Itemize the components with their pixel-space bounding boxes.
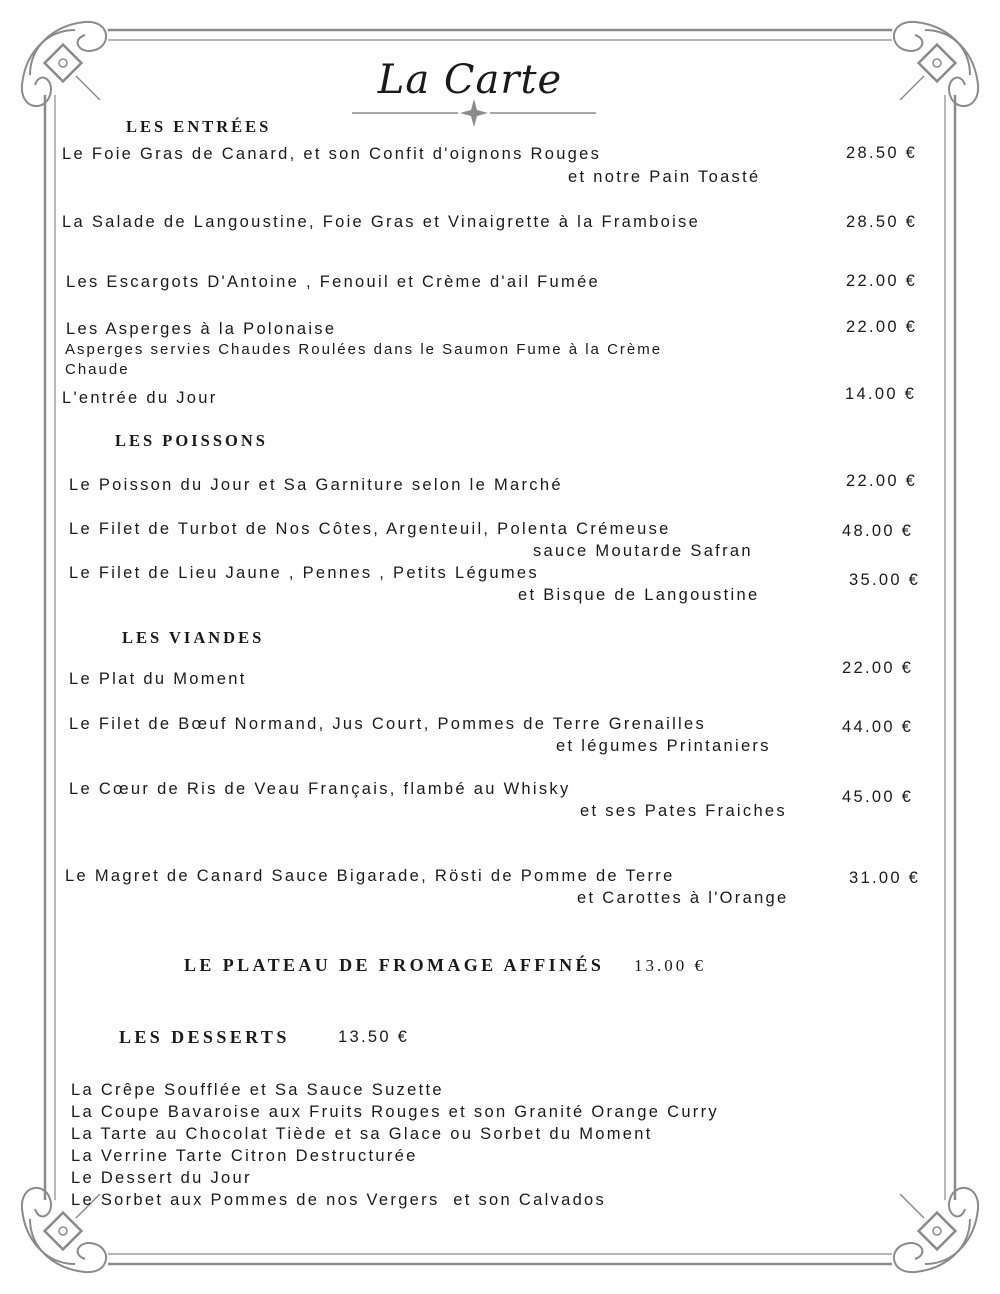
section-heading-poissons: LES POISSONS [115,431,268,450]
menu-item-description: Chaude [65,361,130,378]
menu-item-name: Les Asperges à la Polonaise [66,320,337,338]
corner-flourish-icon [894,1188,978,1272]
menu-item-name: Le Filet de Turbot de Nos Côtes, Argenteuil, Polenta Crémeuse [69,520,671,538]
menu-item-price: 22.00 € [846,318,918,336]
menu-item-name: Le Foie Gras de Canard, et son Confit d'oignons Rouges [62,145,602,163]
menu-item-price: 14.00 € [845,385,917,403]
menu-item-name: Le Poisson du Jour et Sa Garniture selon le Marché [69,476,563,494]
menu-item-name: L'entrée du Jour [62,389,218,407]
menu-item-name: Le Filet de Bœuf Normand, Jus Court, Pommes de Terre Grenailles [69,715,707,733]
menu-item-description: et Carottes à l'Orange [577,889,789,907]
corner-flourish-icon [22,22,106,106]
section-heading-viandes: LES VIANDES [122,628,265,647]
menu-item-name: Le Plat du Moment [69,670,247,688]
section-heading-fromage: LE PLATEAU DE FROMAGE AFFINÉS [184,955,605,975]
menu-item-price: 22.00 € [846,472,918,490]
section-heading-entrees: LES ENTRÉES [126,117,272,136]
menu-item-price: 35.00 € [849,571,921,589]
menu-item-price: 45.00 € [842,788,914,806]
menu-item-name: Le Magret de Canard Sauce Bigarade, Rösti de Pomme de Terre [65,867,675,885]
menu-item-description: et Bisque de Langoustine [518,586,760,604]
menu-item-price: 31.00 € [849,869,921,887]
menu-item-price: 22.00 € [846,272,918,290]
menu-item-description: et légumes Printaniers [556,737,771,755]
dessert-item: La Coupe Bavaroise aux Fruits Rouges et son Granité Orange Curry [71,1103,719,1121]
menu-item-price: 22.00 € [842,659,914,677]
corner-flourish-icon [894,22,978,106]
menu-item-price: 28.50 € [846,144,918,162]
section-heading-desserts: LES DESSERTS [119,1027,290,1047]
menu-item-name: La Salade de Langoustine, Foie Gras et Vinaigrette à la Framboise [62,213,701,231]
menu-title: La Carte [377,57,563,103]
dessert-item: La Verrine Tarte Citron Destructurée [71,1147,418,1165]
menu-item-price: 44.00 € [842,718,914,736]
menu-item-description: Asperges servies Chaudes Roulées dans le Saumon Fume à la Crème [65,341,663,358]
menu-item-description: sauce Moutarde Safran [533,542,753,560]
dessert-item: La Tarte au Chocolat Tiède et sa Glace ou Sorbet du Moment [71,1125,653,1143]
menu-item-description: et ses Pates Fraiches [580,802,787,820]
menu-item-name: Les Escargots D'Antoine , Fenouil et Crème d'ail Fumée [66,273,601,291]
menu-item-name: Le Filet de Lieu Jaune , Pennes , Petits Légumes [69,564,539,582]
dessert-item: Le Dessert du Jour [71,1169,252,1187]
menu-item-price: 28.50 € [846,213,918,231]
fromage-price: 13.00 € [634,956,706,975]
menu-item-price: 48.00 € [842,522,914,540]
menu-item-description: et notre Pain Toasté [568,168,761,186]
menu-item-name: Le Cœur de Ris de Veau Français, flambé au Whisky [69,780,571,798]
dessert-item: La Crêpe Soufflée et Sa Sauce Suzette [71,1081,444,1099]
desserts-price: 13.50 € [338,1028,410,1046]
dessert-item: Le Sorbet aux Pommes de nos Vergers et son Calvados [71,1191,607,1209]
